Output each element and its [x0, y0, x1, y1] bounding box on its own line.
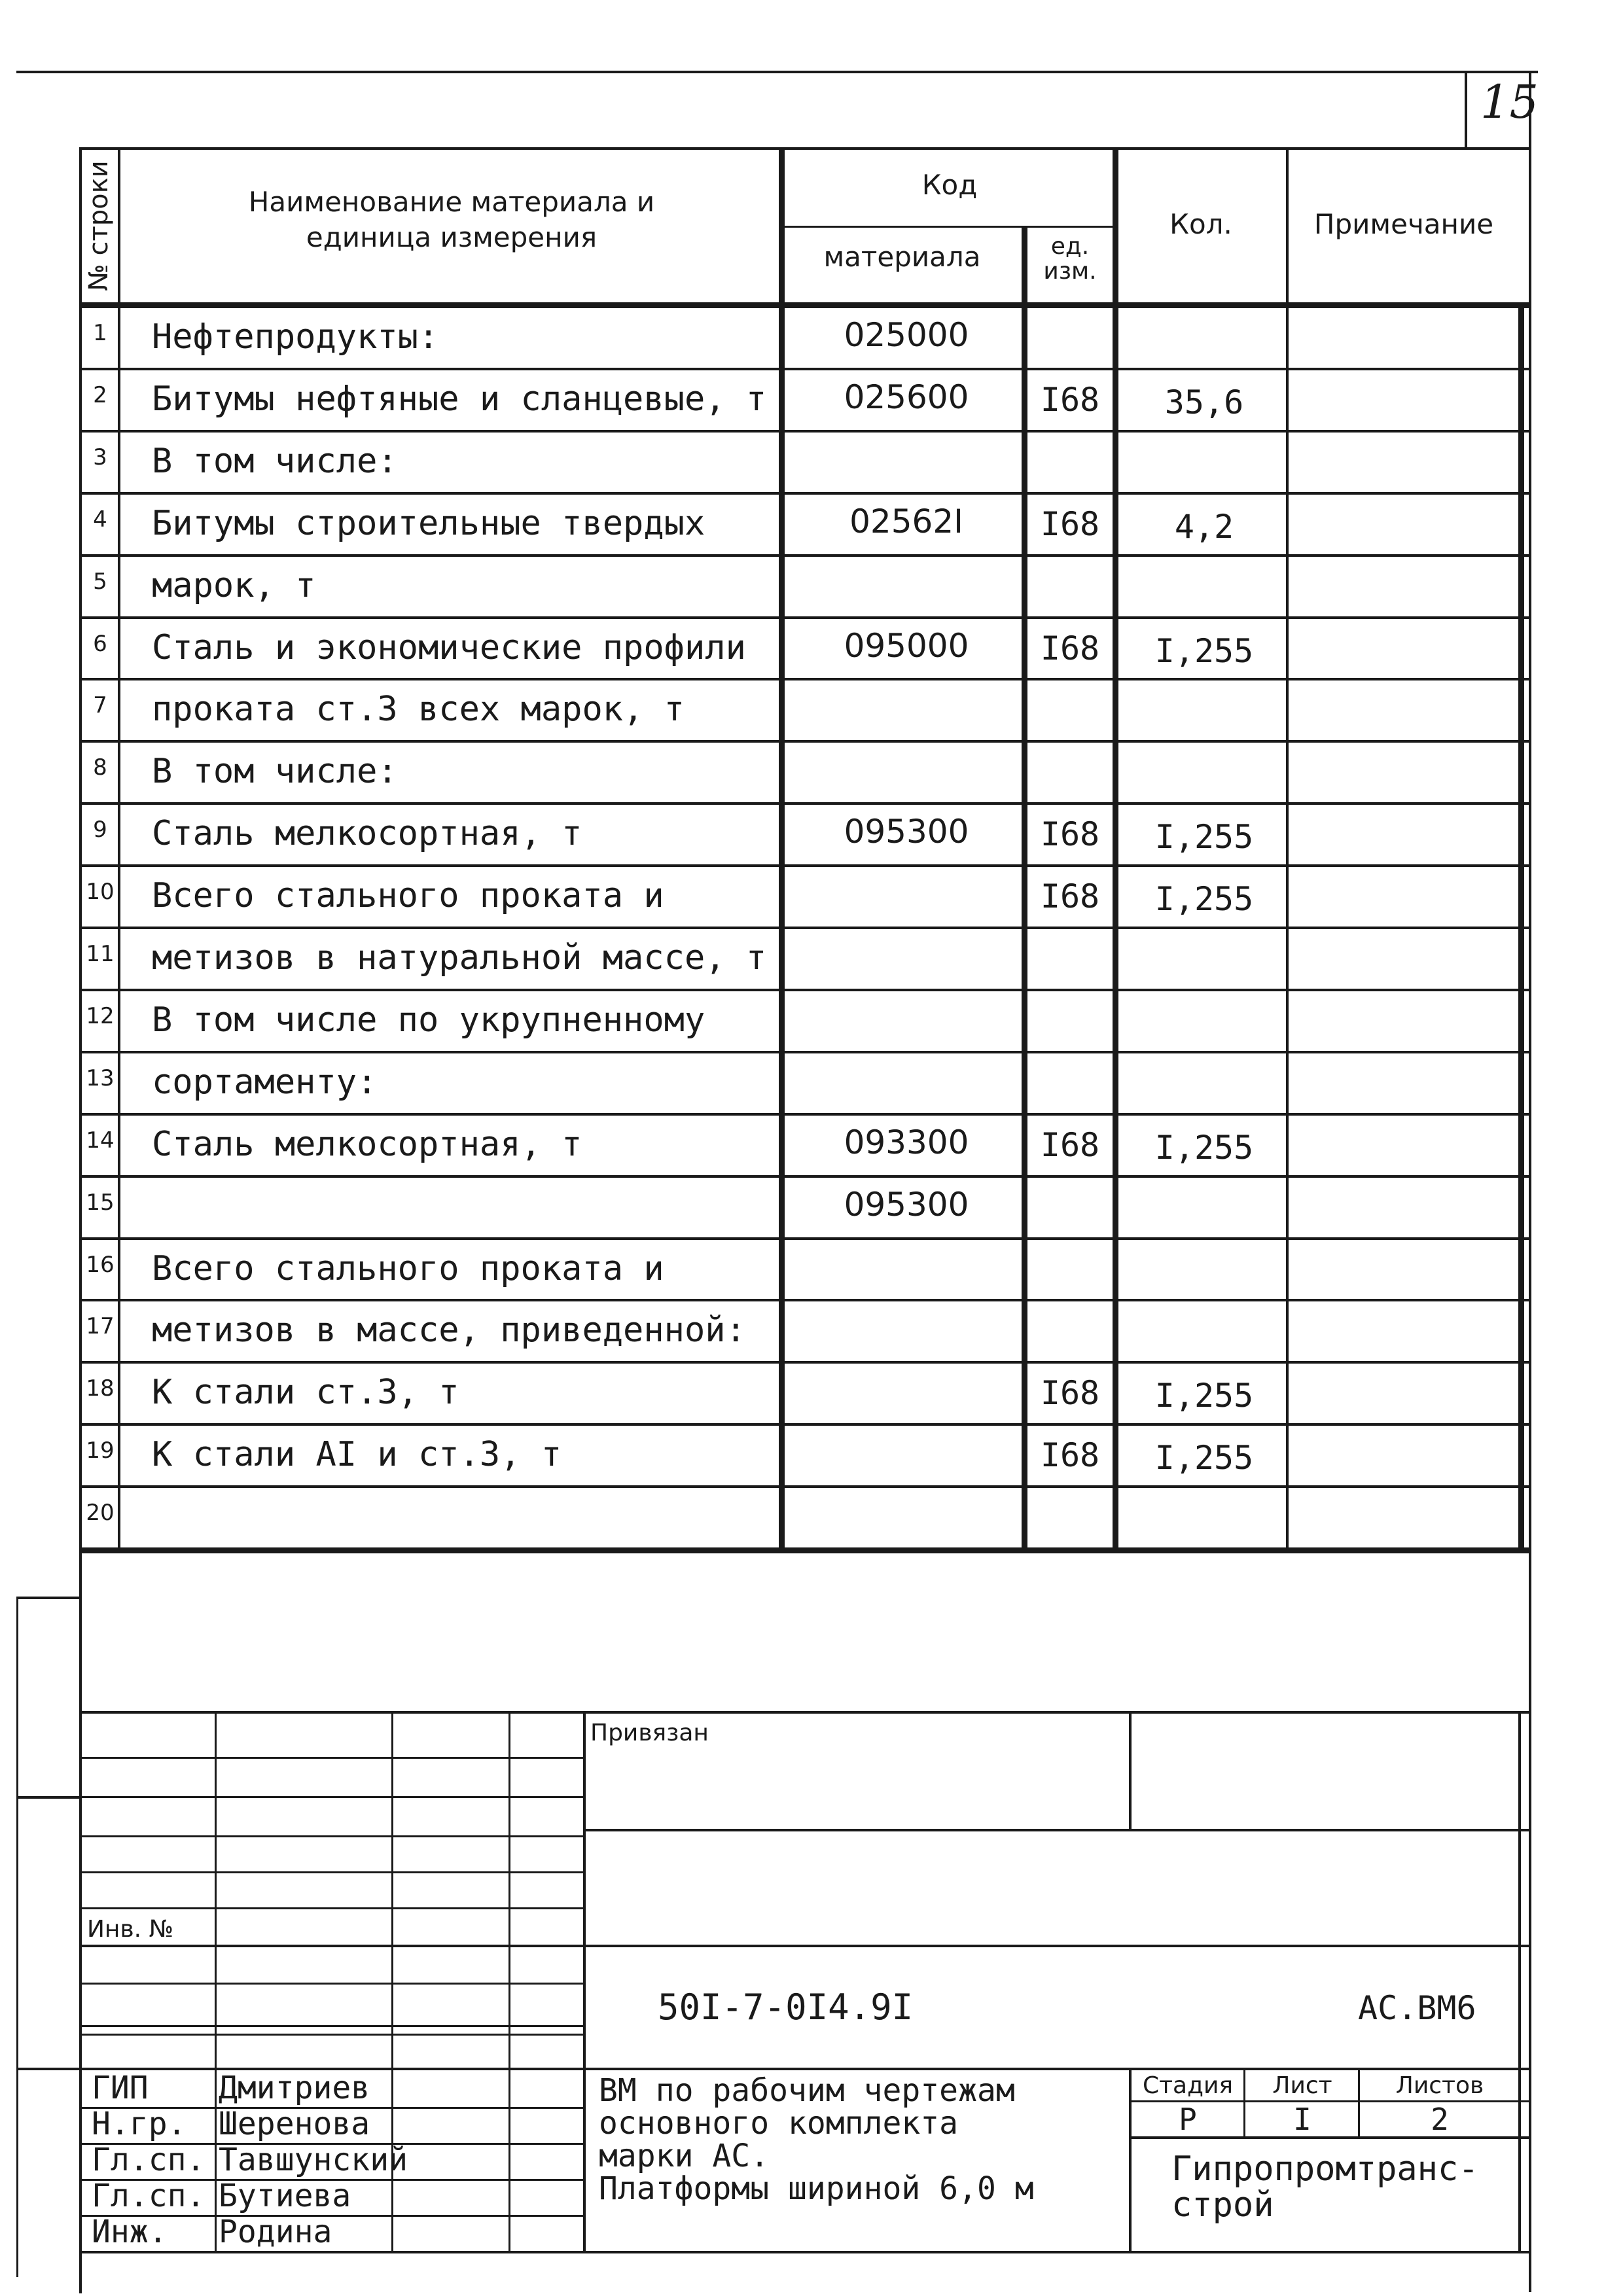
unit-code: I68	[1040, 1436, 1100, 1474]
description-line-2: основного комплекта	[599, 2105, 959, 2142]
stamp-person-name: Бутиева	[219, 2178, 351, 2214]
stage-value: Р	[1179, 2102, 1197, 2137]
quantity: I,255	[1154, 1377, 1254, 1415]
material-name: метизов в массе, приведенной:	[152, 1311, 746, 1350]
row-number: 12	[86, 1003, 115, 1029]
material-name: Сталь мелкосортная, т	[152, 1125, 582, 1164]
row-number: 6	[93, 631, 107, 657]
table-row	[0, 740, 1623, 802]
page-number: 15	[1480, 75, 1539, 129]
stamp-role-line-4	[79, 2215, 583, 2217]
stamp-left-line-2	[79, 1796, 583, 1798]
sheets-label: Листов	[1395, 2072, 1484, 2099]
stamp-privyazan-bottom	[583, 1829, 1529, 1831]
description-line-3: марки АС.	[599, 2138, 770, 2174]
row-number: 7	[93, 692, 107, 718]
stamp-left-line-1	[79, 1757, 583, 1759]
header-qty: Кол.	[1169, 208, 1232, 240]
table-row	[0, 1485, 1623, 1547]
quantity: 35,6	[1164, 383, 1244, 421]
quantity: I,255	[1154, 818, 1254, 856]
row-number: 15	[86, 1190, 115, 1216]
quantity: I,255	[1154, 632, 1254, 670]
table-row	[0, 864, 1623, 927]
row-number: 4	[93, 506, 107, 533]
row-number: 9	[93, 817, 107, 843]
privyazan-label: Привязан	[590, 1720, 709, 1746]
unit-code: I68	[1040, 505, 1100, 543]
row-number: 2	[93, 382, 107, 408]
code-subheader-line	[783, 226, 1116, 228]
stamp-col-3	[508, 1711, 510, 2251]
stage-values-line	[1129, 2136, 1529, 2139]
header-code-unit: ед. изм.	[1043, 233, 1097, 285]
material-code: 095000	[844, 627, 969, 665]
material-name: К стали AI и ст.3, т	[152, 1435, 562, 1474]
stamp-role: Гл.сп.	[92, 2142, 205, 2178]
material-name: Сталь и экономические профили	[152, 628, 746, 667]
table-row	[0, 1113, 1623, 1175]
row-number: 16	[86, 1252, 115, 1278]
stage-col-divider-1	[1243, 2068, 1245, 2136]
row-number: 5	[93, 569, 107, 595]
stamp-role-line-1	[79, 2107, 583, 2109]
row-number: 20	[86, 1500, 115, 1526]
material-name: В том числе по укрупненному	[152, 1000, 705, 1040]
stamp-role-line-2	[79, 2143, 583, 2145]
unit-code: I68	[1040, 815, 1100, 853]
header-name: Наименование материала и единица измерения	[248, 186, 655, 253]
unit-code: I68	[1040, 629, 1100, 667]
quantity: I,255	[1154, 880, 1254, 918]
stamp-person-name: Шеренова	[219, 2106, 370, 2142]
table-row	[0, 1361, 1623, 1423]
material-name: Всего стального проката и	[152, 876, 664, 915]
stamp-left-line-3	[79, 1835, 583, 1837]
row-number: 13	[86, 1065, 115, 1091]
row-number: 18	[86, 1375, 115, 1402]
header-code-material: материала	[823, 241, 981, 273]
table-row	[0, 430, 1623, 492]
left-margin-line	[16, 1597, 18, 2277]
table-row	[0, 1237, 1623, 1299]
sheet-value: I	[1293, 2102, 1311, 2137]
header-code: Код	[921, 169, 978, 201]
material-code: 093300	[844, 1123, 969, 1161]
table-row	[0, 1423, 1623, 1485]
stamp-left-line-8	[79, 2034, 583, 2036]
material-name: Битумы нефтяные и сланцевые, т	[152, 380, 767, 419]
material-name: сортаменту:	[152, 1063, 378, 1102]
material-name: Битумы строительные твердых	[152, 504, 705, 543]
stamp-left-line-7	[79, 2025, 583, 2027]
unit-code: I68	[1040, 381, 1100, 419]
unit-code: I68	[1040, 877, 1100, 915]
material-name: Сталь мелкосортная, т	[152, 814, 582, 853]
material-code: 025000	[844, 316, 969, 354]
stamp-inv-bottom	[79, 1945, 1529, 1947]
material-name: В том числе:	[152, 442, 398, 481]
unit-code: I68	[1040, 1126, 1100, 1164]
lower-left-frame	[79, 1547, 82, 2293]
table-row	[0, 678, 1623, 740]
row-number: 10	[86, 879, 115, 905]
stamp-left-line-6	[79, 1983, 583, 1985]
material-name: К стали ст.3, т	[152, 1373, 459, 1412]
description-line-4: Платформы шириной 6,0 м	[599, 2170, 1034, 2207]
stamp-role-line-3	[79, 2179, 583, 2181]
stamp-right	[1518, 1711, 1521, 2251]
stamp-role: ГИП	[92, 2070, 149, 2106]
stamp-code-bottom	[16, 2068, 1529, 2070]
table-row	[0, 927, 1623, 989]
stamp-left-line-4	[79, 1871, 583, 1873]
stage-header-line	[1129, 2100, 1529, 2102]
stamp-person-name: Дмитриев	[219, 2070, 370, 2106]
material-code: 02562I	[849, 503, 963, 540]
description-line-1: ВМ по рабочим чертежам	[599, 2072, 1015, 2109]
stamp-col-4	[583, 1711, 586, 2251]
table-top	[79, 147, 1529, 150]
header-note: Примечание	[1313, 208, 1494, 240]
inv-no-label: Инв. №	[87, 1916, 174, 1943]
row-number: 17	[86, 1313, 115, 1339]
stamp-col-2	[391, 1711, 393, 2251]
stamp-col-1	[215, 1711, 217, 2251]
stamp-person-name: Тавшунский	[219, 2142, 408, 2178]
table-row	[0, 368, 1623, 430]
left-margin-mark-2	[16, 1796, 82, 1799]
table-bottom	[79, 1547, 1529, 1553]
table-row	[0, 616, 1623, 679]
stamp-person-name: Родина	[219, 2214, 332, 2250]
stamp-top	[79, 1711, 1529, 1714]
material-code: 095300	[844, 1186, 969, 1224]
stamp-left-line-5	[79, 1907, 583, 1909]
row-number: 8	[93, 754, 107, 781]
material-name: Нефтепродукты:	[152, 317, 439, 357]
unit-code: I68	[1040, 1374, 1100, 1412]
table-row	[0, 554, 1623, 616]
stage-label: Стадия	[1142, 2072, 1234, 2099]
row-number: 14	[86, 1127, 115, 1154]
table-row	[0, 802, 1623, 864]
quantity: 4,2	[1174, 508, 1234, 546]
table-row	[0, 1175, 1623, 1237]
quantity: I,255	[1154, 1129, 1254, 1167]
sheets-value: 2	[1431, 2102, 1449, 2137]
row-number: 11	[86, 941, 115, 967]
material-code: 095300	[844, 813, 969, 851]
row-number: 1	[93, 320, 107, 346]
quantity: I,255	[1154, 1439, 1254, 1477]
material-name: В том числе:	[152, 752, 398, 791]
material-code: 025600	[844, 378, 969, 416]
material-name: проката ст.3 всех марок, т	[152, 690, 685, 729]
stamp-role: Гл.сп.	[92, 2178, 205, 2214]
stamp-role: Инж.	[92, 2214, 168, 2250]
stamp-role: Н.гр.	[92, 2106, 187, 2142]
table-row	[0, 1051, 1623, 1113]
document-mark: АС.ВМ6	[1358, 1989, 1476, 2027]
row-number: 19	[86, 1438, 115, 1464]
sheet-label: Лист	[1272, 2072, 1332, 2099]
header-row-no: № строки	[84, 160, 115, 291]
stage-col-divider-2	[1358, 2068, 1360, 2136]
material-name: метизов в натуральной массе, т	[152, 938, 767, 978]
document-code: 50I-7-0I4.9I	[658, 1987, 914, 2028]
organization-line-1: Гипропромтранс-	[1171, 2149, 1479, 2189]
table-row	[0, 1299, 1623, 1361]
stamp-privyazan-divider	[1129, 1711, 1132, 1829]
material-name: Всего стального проката и	[152, 1249, 664, 1288]
stamp-stage-divider	[1129, 2068, 1132, 2251]
material-name: марок, т	[152, 566, 316, 605]
table-row	[0, 306, 1623, 368]
row-number: 3	[93, 444, 107, 470]
organization-line-2: строй	[1171, 2185, 1274, 2225]
table-row	[0, 989, 1623, 1051]
stamp-bottom	[79, 2251, 1529, 2253]
table-row	[0, 492, 1623, 554]
left-margin-mark-1	[16, 1597, 82, 1599]
